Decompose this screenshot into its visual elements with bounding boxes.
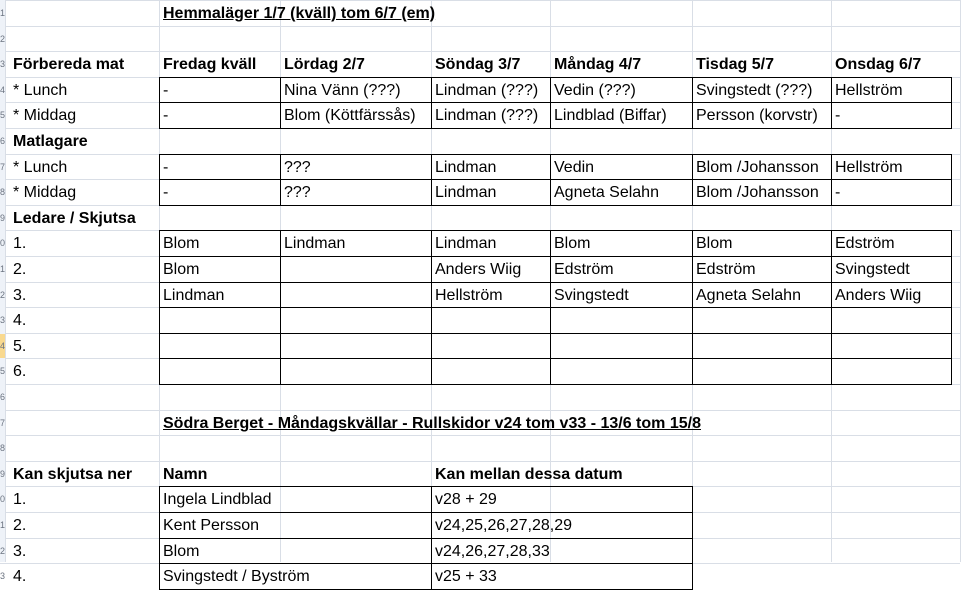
section-label-leaders: Ledare / Skjutsa: [13, 210, 136, 227]
schedule-cell[interactable]: [831, 358, 952, 385]
row-number[interactable]: 8: [0, 187, 6, 197]
schedule-cell[interactable]: Svingstedt: [550, 282, 693, 308]
row-number[interactable]: 6: [0, 392, 6, 402]
row-number[interactable]: 8: [0, 443, 6, 453]
day-header: Tisdag 5/7: [696, 56, 774, 73]
schedule-cell[interactable]: Lindman: [159, 282, 281, 308]
schedule-cell[interactable]: [431, 333, 551, 359]
prep-row-label: * Middag: [13, 107, 77, 124]
driver-name-cell[interactable]: Svingstedt / Byström: [159, 563, 432, 590]
sheet-title: Hemmaläger 1/7 (kväll) tom 6/7 (em): [163, 5, 436, 22]
row-number[interactable]: 1: [0, 264, 6, 274]
schedule-cell[interactable]: [550, 333, 693, 359]
leader-row-label: 3.: [13, 287, 27, 304]
drivers-header-dates: Kan mellan dessa datum: [435, 466, 623, 483]
row-number[interactable]: 5: [0, 366, 6, 376]
schedule-cell[interactable]: Nina Vänn (???): [280, 77, 432, 103]
row-number[interactable]: 5: [0, 110, 6, 120]
row-number[interactable]: 4: [0, 334, 5, 358]
day-header: Onsdag 6/7: [835, 56, 922, 73]
row-number[interactable]: 6: [0, 136, 6, 146]
driver-dates-cell[interactable]: v28 + 29: [431, 486, 693, 513]
day-header: Måndag 4/7: [554, 56, 642, 73]
schedule-cell[interactable]: Hellström: [431, 282, 551, 308]
leader-row-label: 6.: [13, 363, 27, 380]
row-number[interactable]: 1: [0, 520, 6, 530]
gridline-horizontal: [0, 26, 960, 27]
row-number[interactable]: 1: [0, 8, 6, 18]
driver-row-label: 3.: [13, 543, 27, 560]
day-header: Fredag kväll: [163, 56, 257, 73]
cook-row-label: * Lunch: [13, 159, 68, 176]
section-label-matlagare: Matlagare: [13, 133, 88, 150]
schedule-cell[interactable]: Blom: [692, 230, 832, 257]
schedule-cell[interactable]: Vedin (???): [550, 77, 693, 103]
schedule-cell[interactable]: Svingstedt (???): [692, 77, 832, 103]
schedule-cell[interactable]: [280, 307, 432, 334]
row-number[interactable]: 2: [0, 290, 6, 300]
schedule-cell[interactable]: Blom (Köttfärssås): [280, 102, 432, 129]
section-title-sodra-berget: Södra Berget - Måndagskvällar - Rullskidor v24 tom v33 - 13/6 tom 15/8: [163, 415, 701, 432]
schedule-cell[interactable]: Lindman (???): [431, 77, 551, 103]
leader-row-label: 2.: [13, 261, 27, 278]
schedule-cell[interactable]: [280, 282, 432, 308]
leader-row-label: 4.: [13, 312, 27, 329]
schedule-cell[interactable]: Blom /Johansson: [692, 179, 832, 206]
row-number[interactable]: 2: [0, 546, 6, 556]
schedule-cell[interactable]: [280, 333, 432, 359]
schedule-cell[interactable]: -: [159, 102, 281, 129]
schedule-cell[interactable]: Edström: [692, 256, 832, 283]
row-number[interactable]: 9: [0, 469, 6, 479]
schedule-cell[interactable]: Blom /Johansson: [692, 154, 832, 180]
schedule-cell[interactable]: Svingstedt: [831, 256, 952, 283]
driver-dates-cell[interactable]: v24,25,26,27,28,29: [431, 512, 693, 539]
day-header: Söndag 3/7: [435, 56, 521, 73]
driver-name-cell[interactable]: Blom: [159, 538, 432, 564]
schedule-cell[interactable]: Lindblad (Biffar): [550, 102, 693, 129]
leader-row-label: 5.: [13, 338, 27, 355]
driver-name-cell[interactable]: Kent Persson: [159, 512, 432, 539]
schedule-cell[interactable]: [692, 358, 832, 385]
schedule-cell[interactable]: [159, 358, 281, 385]
schedule-cell[interactable]: Persson (korvstr): [692, 102, 832, 129]
schedule-cell[interactable]: [692, 307, 832, 334]
row-number[interactable]: 4: [0, 85, 6, 95]
driver-name-cell[interactable]: Ingela Lindblad: [159, 486, 432, 513]
schedule-cell[interactable]: ???: [280, 179, 432, 206]
schedule-cell[interactable]: [431, 358, 551, 385]
row-number[interactable]: 3: [0, 571, 6, 581]
schedule-cell[interactable]: [550, 358, 693, 385]
row-number[interactable]: 3: [0, 59, 6, 69]
schedule-cell[interactable]: Lindman: [431, 154, 551, 180]
schedule-cell[interactable]: Hellström: [831, 154, 952, 180]
schedule-cell[interactable]: Blom: [159, 230, 281, 257]
schedule-cell[interactable]: [831, 333, 952, 359]
driver-row-label: 1.: [13, 491, 27, 508]
schedule-cell[interactable]: Vedin: [550, 154, 693, 180]
row-number[interactable]: 7: [0, 418, 6, 428]
drivers-header-label: Kan skjutsa ner: [13, 466, 133, 483]
driver-row-label: 4.: [13, 568, 27, 585]
schedule-cell[interactable]: [431, 307, 551, 334]
schedule-cell[interactable]: Blom: [159, 256, 281, 283]
prep-header-label: Förbereda mat: [13, 56, 125, 73]
cook-row-label: * Middag: [13, 184, 77, 201]
schedule-cell[interactable]: [280, 358, 432, 385]
schedule-cell[interactable]: -: [831, 179, 952, 206]
schedule-cell[interactable]: Lindman (???): [431, 102, 551, 129]
row-number[interactable]: 7: [0, 162, 6, 172]
row-number[interactable]: 9: [0, 213, 6, 223]
schedule-cell[interactable]: Anders Wiig: [831, 282, 952, 308]
schedule-cell[interactable]: Agneta Selahn: [550, 179, 693, 206]
row-number[interactable]: 0: [0, 494, 6, 504]
schedule-cell[interactable]: Edström: [550, 256, 693, 283]
schedule-cell[interactable]: -: [831, 102, 952, 129]
schedule-cell[interactable]: Agneta Selahn: [692, 282, 832, 308]
schedule-cell[interactable]: [550, 307, 693, 334]
schedule-cell[interactable]: [159, 333, 281, 359]
schedule-cell[interactable]: -: [159, 77, 281, 103]
row-number[interactable]: 0: [0, 238, 6, 248]
schedule-cell[interactable]: Edström: [831, 230, 952, 257]
schedule-cell[interactable]: Hellström: [831, 77, 952, 103]
schedule-cell[interactable]: Anders Wiig: [431, 256, 551, 283]
day-header: Lördag 2/7: [284, 56, 365, 73]
row-number[interactable]: 2: [0, 34, 6, 44]
schedule-cell[interactable]: -: [159, 154, 281, 180]
driver-dates-cell[interactable]: v25 + 33: [431, 563, 693, 590]
driver-dates-cell[interactable]: v24,26,27,28,33: [431, 538, 693, 564]
driver-row-label: 2.: [13, 517, 27, 534]
schedule-cell[interactable]: [831, 307, 952, 334]
schedule-cell[interactable]: [692, 333, 832, 359]
leader-row-label: 1.: [13, 235, 27, 252]
schedule-cell[interactable]: [280, 256, 432, 283]
row-number[interactable]: 3: [0, 315, 6, 325]
schedule-cell[interactable]: Blom: [550, 230, 693, 257]
schedule-cell[interactable]: Lindman: [431, 230, 551, 257]
schedule-cell[interactable]: [159, 307, 281, 334]
drivers-header-name: Namn: [163, 466, 208, 483]
schedule-cell[interactable]: ???: [280, 154, 432, 180]
schedule-cell[interactable]: Lindman: [280, 230, 432, 257]
prep-row-label: * Lunch: [13, 82, 68, 99]
schedule-cell[interactable]: Lindman: [431, 179, 551, 206]
schedule-cell[interactable]: -: [159, 179, 281, 206]
